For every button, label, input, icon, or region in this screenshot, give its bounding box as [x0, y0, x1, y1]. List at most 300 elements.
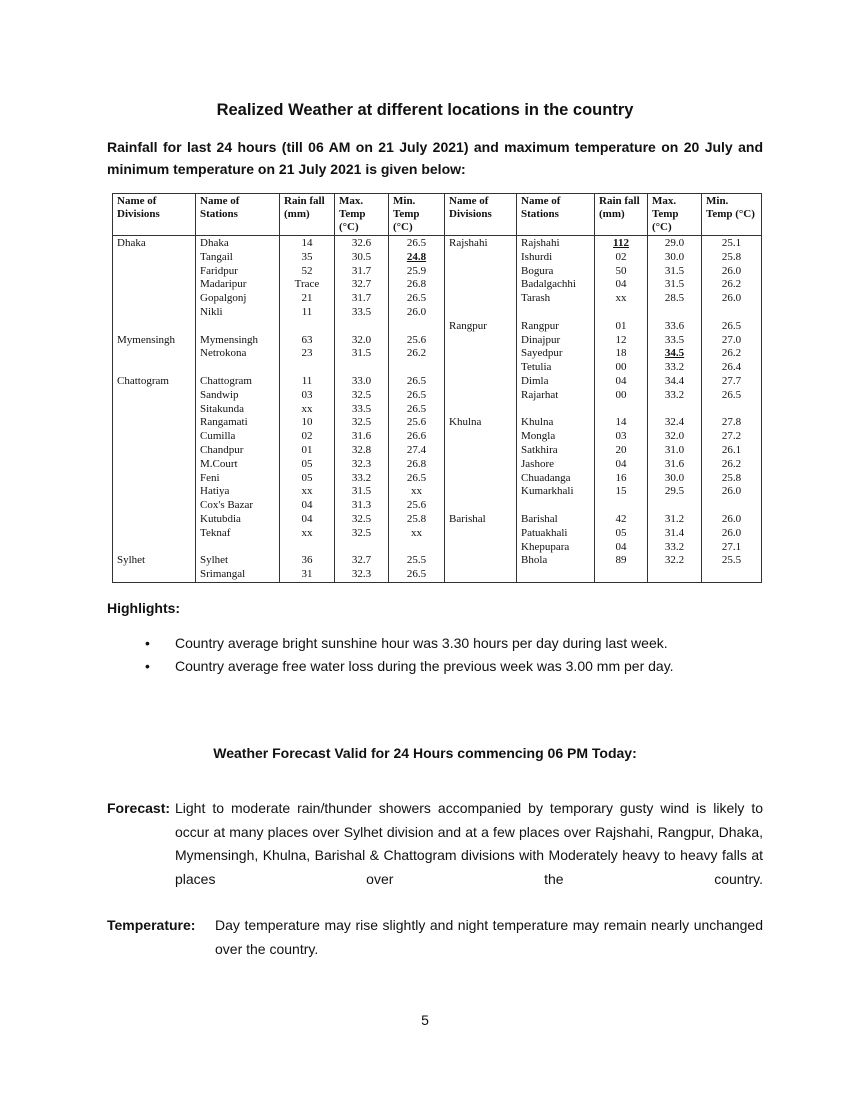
- table-cell-text: 26.0: [406, 305, 427, 318]
- table-cell-text: 26.4: [721, 361, 742, 374]
- table-cell-text: Srimangal: [200, 568, 246, 581]
- table-cell-text: 11: [301, 305, 313, 318]
- table-cell: [113, 278, 196, 292]
- table-cell-text: 31.6: [664, 457, 685, 470]
- table-header-cell: Rain fall (mm): [595, 194, 648, 236]
- table-cell: [445, 416, 517, 430]
- table-cell: [335, 444, 389, 458]
- table-cell-text: Dinajpur: [521, 333, 561, 346]
- table-cell: [196, 568, 280, 582]
- table-cell: [280, 444, 335, 458]
- table-cell-text: Rangpur: [521, 319, 559, 332]
- table-cell: [113, 265, 196, 279]
- table-header-cell: Rain fall (mm): [280, 194, 335, 236]
- table-cell-text: Kutubdia: [200, 512, 241, 525]
- table-cell: [335, 278, 389, 292]
- table-cell: [648, 416, 702, 430]
- table-cell-text: Cox's Bazar: [200, 499, 253, 512]
- table-cell: [196, 458, 280, 472]
- table-cell: [335, 292, 389, 306]
- table-cell-text: Khulna: [449, 416, 482, 429]
- table-cell: [517, 444, 595, 458]
- table-cell: [445, 554, 517, 568]
- table-row: [113, 347, 762, 361]
- table-cell-text: 89: [615, 554, 627, 567]
- table-cell: [389, 444, 445, 458]
- table-cell: [335, 416, 389, 430]
- table-cell: [517, 278, 595, 292]
- table-cell: [280, 568, 335, 582]
- table-cell: [648, 513, 702, 527]
- temperature-label: Temperature:: [107, 917, 196, 933]
- table-cell: [648, 236, 702, 251]
- table-cell: [335, 568, 389, 582]
- table-cell-text: 33.2: [351, 471, 372, 484]
- forecast-title: Weather Forecast Valid for 24 Hours commencing 06 PM Today:: [213, 745, 637, 761]
- table-cell: [389, 236, 445, 251]
- table-cell-text: 25.9: [406, 264, 427, 277]
- table-cell-text: 23: [301, 347, 313, 360]
- table-cell-text: 34.5: [664, 347, 685, 360]
- table-cell-text: 27.0: [721, 333, 742, 346]
- table-cell-text: 26.5: [406, 388, 427, 401]
- table-cell-text: 12: [615, 333, 627, 346]
- table-cell-text: 26.0: [721, 526, 742, 539]
- table-cell: [196, 265, 280, 279]
- table-row: [113, 320, 762, 334]
- table-cell: [517, 334, 595, 348]
- table-cell: [113, 236, 196, 251]
- table-cell: [702, 430, 762, 444]
- table-cell: [595, 375, 648, 389]
- table-row: [113, 568, 762, 582]
- table-cell-text: 112: [613, 237, 629, 249]
- table-cell-text: 11: [301, 374, 313, 387]
- table-cell: [702, 403, 762, 417]
- table-cell-text: 04: [615, 540, 627, 553]
- table-cell-text: 32.2: [664, 554, 685, 567]
- table-cell: [389, 375, 445, 389]
- table-cell-text: 26.0: [721, 512, 742, 525]
- table-cell: [196, 375, 280, 389]
- table-cell: [595, 265, 648, 279]
- table-cell: [280, 554, 335, 568]
- table-cell: [196, 389, 280, 403]
- table-cell: [517, 485, 595, 499]
- table-cell-text: 32.7: [351, 554, 372, 567]
- table-cell: [445, 361, 517, 375]
- table-row: [113, 513, 762, 527]
- table-cell-text: 32.3: [351, 568, 372, 581]
- table-cell: [648, 292, 702, 306]
- table-cell: [702, 472, 762, 486]
- table-cell: [196, 554, 280, 568]
- table-cell-text: Nikli: [200, 305, 223, 318]
- table-cell: [280, 485, 335, 499]
- table-cell: [702, 278, 762, 292]
- table-cell: [517, 361, 595, 375]
- table-cell: [280, 375, 335, 389]
- table-cell-text: 33.6: [664, 319, 685, 332]
- table-cell-text: Barishal: [449, 512, 486, 525]
- table-cell: [389, 430, 445, 444]
- forecast-text: Light to moderate rain/thunder showers accompanied by temporary gusty wind is likely to occur at many places over Sylhet division and at a few places over Rajshahi, Rangpur, Dhaka, Mymensingh, Khulna, Barishal & Chattogram divisions with Moderately heavy to heavy falls at places over the country.: [175, 800, 763, 887]
- table-cell: [196, 430, 280, 444]
- table-cell-text: 36: [301, 554, 313, 567]
- table-row: [113, 485, 762, 499]
- table-cell: [445, 251, 517, 265]
- table-cell: [595, 292, 648, 306]
- table-cell: [595, 251, 648, 265]
- table-cell: [595, 541, 648, 555]
- table-cell: [335, 265, 389, 279]
- table-cell-text: xx: [615, 292, 627, 305]
- table-row: [113, 265, 762, 279]
- table-row: [113, 416, 762, 430]
- table-cell-text: 33.0: [351, 374, 372, 387]
- weather-table-body: [113, 236, 762, 583]
- table-cell: [445, 306, 517, 320]
- table-cell-text: Sylhet: [117, 554, 146, 567]
- table-cell: [648, 375, 702, 389]
- table-cell: [335, 334, 389, 348]
- table-cell-text: Gopalgonj: [200, 292, 247, 305]
- table-cell: [389, 472, 445, 486]
- table-cell: [113, 416, 196, 430]
- table-cell-text: 14: [301, 237, 313, 249]
- table-cell-text: 30.0: [664, 250, 685, 263]
- table-cell: [335, 513, 389, 527]
- table-cell: [113, 541, 196, 555]
- table-cell: [280, 236, 335, 251]
- table-cell: [113, 485, 196, 499]
- table-cell: [517, 416, 595, 430]
- table-cell-text: 32.5: [351, 416, 372, 429]
- table-cell: [648, 430, 702, 444]
- table-cell-text: 01: [615, 319, 627, 332]
- table-cell-text: 31.5: [664, 264, 685, 277]
- table-cell-text: Patuakhali: [521, 526, 568, 539]
- table-cell: [648, 361, 702, 375]
- table-cell: [113, 513, 196, 527]
- table-cell-text: 26.0: [721, 292, 742, 305]
- table-cell: [335, 541, 389, 555]
- table-cell: [702, 292, 762, 306]
- table-cell-text: 26.0: [721, 264, 742, 277]
- table-header-cell: Min. Temp (°C): [702, 194, 762, 236]
- table-cell: [113, 472, 196, 486]
- table-cell: [648, 472, 702, 486]
- temperature-text: Day temperature may rise slightly and night temperature may remain nearly unchanged over the country.: [215, 917, 763, 957]
- table-cell: [702, 334, 762, 348]
- table-cell-text: 50: [615, 264, 627, 277]
- table-cell: [113, 306, 196, 320]
- table-cell-text: 25.8: [406, 512, 427, 525]
- table-cell-text: 26.2: [406, 347, 427, 360]
- table-cell: [196, 347, 280, 361]
- table-cell-text: 32.3: [351, 457, 372, 470]
- table-cell: [517, 306, 595, 320]
- table-cell: [517, 541, 595, 555]
- table-cell: [595, 568, 648, 582]
- table-cell: [335, 527, 389, 541]
- table-cell: [389, 568, 445, 582]
- table-cell: [445, 527, 517, 541]
- table-cell-text: 25.8: [721, 471, 742, 484]
- table-cell-text: 31.3: [351, 499, 372, 512]
- table-row: [113, 430, 762, 444]
- table-cell: [445, 568, 517, 582]
- table-cell-text: 29.5: [664, 485, 685, 498]
- table-cell: [517, 320, 595, 334]
- table-cell-text: 02: [615, 250, 627, 263]
- table-cell-text: 42: [615, 512, 627, 525]
- table-cell: [648, 347, 702, 361]
- table-cell: [389, 499, 445, 513]
- table-header-cell: Name of Divisions: [445, 194, 517, 236]
- table-row: [113, 375, 762, 389]
- table-cell-text: 31.0: [664, 443, 685, 456]
- table-cell: [595, 389, 648, 403]
- table-row: [113, 541, 762, 555]
- table-cell: [196, 513, 280, 527]
- table-header-row: [113, 194, 762, 236]
- table-cell: [280, 513, 335, 527]
- table-cell-text: 32.5: [351, 388, 372, 401]
- table-cell: [113, 251, 196, 265]
- table-cell: [280, 541, 335, 555]
- table-cell-text: 25.6: [406, 499, 427, 512]
- table-cell: [517, 251, 595, 265]
- table-cell: [280, 458, 335, 472]
- table-cell: [517, 568, 595, 582]
- highlights-list: [145, 632, 674, 678]
- table-cell: [196, 499, 280, 513]
- table-cell-text: 26.5: [721, 388, 742, 401]
- table-cell: [648, 334, 702, 348]
- table-cell: [113, 292, 196, 306]
- table-row: [113, 472, 762, 486]
- table-cell: [445, 320, 517, 334]
- table-cell: [389, 334, 445, 348]
- table-cell-text: Khulna: [521, 416, 554, 429]
- table-cell-text: Barishal: [521, 512, 558, 525]
- table-cell-text: 25.5: [406, 554, 427, 567]
- table-cell: [595, 472, 648, 486]
- table-cell: [113, 403, 196, 417]
- table-cell: [113, 527, 196, 541]
- table-cell-text: Faridpur: [200, 264, 238, 277]
- table-cell: [445, 292, 517, 306]
- table-cell: [445, 278, 517, 292]
- table-cell: [445, 499, 517, 513]
- intro-paragraph: Rainfall for last 24 hours (till 06 AM on 21 July 2021) and maximum temperature on 20 July and minimum temperature on 21 July 2021 is given below:: [107, 139, 763, 177]
- table-cell: [517, 430, 595, 444]
- table-cell: [702, 444, 762, 458]
- table-cell-text: Hatiya: [200, 485, 230, 498]
- weather-table: [112, 193, 762, 583]
- table-cell-text: 04: [615, 374, 627, 387]
- table-cell: [445, 236, 517, 251]
- table-cell: [113, 361, 196, 375]
- table-cell: [280, 347, 335, 361]
- table-cell: [702, 513, 762, 527]
- table-cell: [517, 513, 595, 527]
- table-cell-text: Rajshahi: [449, 237, 488, 249]
- table-cell: [445, 541, 517, 555]
- table-cell-text: Badalgachhi: [521, 278, 576, 291]
- table-cell: [445, 403, 517, 417]
- table-header-cell: Min. Temp (°C): [389, 194, 445, 236]
- table-cell: [648, 568, 702, 582]
- table-cell: [595, 320, 648, 334]
- table-cell: [113, 389, 196, 403]
- table-cell: [196, 403, 280, 417]
- table-cell-text: 24.8: [406, 250, 427, 263]
- table-cell-text: Dhaka: [117, 237, 146, 249]
- table-cell-text: Rajshahi: [521, 237, 560, 249]
- table-cell: [648, 278, 702, 292]
- table-cell: [335, 320, 389, 334]
- table-cell-text: 31.6: [351, 430, 372, 443]
- table-cell-text: 31: [301, 568, 313, 581]
- table-cell: [196, 485, 280, 499]
- table-cell: [335, 306, 389, 320]
- table-row: [113, 334, 762, 348]
- table-row: [113, 554, 762, 568]
- table-cell: [445, 334, 517, 348]
- table-cell: [196, 527, 280, 541]
- table-cell-text: 32.0: [664, 430, 685, 443]
- table-cell-text: Bhola: [521, 554, 548, 567]
- table-cell: [389, 485, 445, 499]
- table-cell: [595, 554, 648, 568]
- table-cell-text: 31.5: [664, 278, 685, 291]
- table-cell-text: 26.2: [721, 278, 742, 291]
- table-header-cell: Max. Temp (°C): [335, 194, 389, 236]
- table-cell-text: 33.5: [664, 333, 685, 346]
- table-cell-text: 32.0: [351, 333, 372, 346]
- table-cell-text: Chandpur: [200, 443, 244, 456]
- table-cell: [280, 361, 335, 375]
- table-cell-text: 27.7: [721, 374, 742, 387]
- table-cell: [445, 375, 517, 389]
- table-cell: [648, 251, 702, 265]
- table-cell: [389, 403, 445, 417]
- table-cell-text: 31.2: [664, 512, 685, 525]
- table-cell-text: Sitakunda: [200, 402, 244, 415]
- table-cell: [595, 347, 648, 361]
- table-cell: [648, 306, 702, 320]
- table-cell: [280, 472, 335, 486]
- table-cell-text: 30.0: [664, 471, 685, 484]
- table-cell-text: Rangamati: [200, 416, 248, 429]
- table-cell-text: Tangail: [200, 250, 233, 263]
- table-cell-text: 33.5: [351, 402, 372, 415]
- table-cell: [196, 361, 280, 375]
- table-cell-text: Mymensingh: [117, 333, 176, 346]
- table-cell: [335, 389, 389, 403]
- table-cell: [280, 430, 335, 444]
- table-cell-text: 16: [615, 471, 627, 484]
- table-cell: [702, 389, 762, 403]
- table-cell: [648, 403, 702, 417]
- table-cell: [196, 306, 280, 320]
- table-cell-text: 01: [301, 443, 313, 456]
- table-cell: [389, 320, 445, 334]
- table-row: [113, 527, 762, 541]
- table-cell: [445, 513, 517, 527]
- table-cell-text: Sayedpur: [521, 347, 563, 360]
- table-cell-text: 26.5: [406, 237, 427, 249]
- table-cell: [280, 306, 335, 320]
- table-cell: [595, 527, 648, 541]
- table-cell-text: Jashore: [521, 457, 554, 470]
- table-cell: [702, 416, 762, 430]
- table-cell: [389, 306, 445, 320]
- table-cell: [113, 375, 196, 389]
- table-cell: [445, 444, 517, 458]
- table-cell: [196, 541, 280, 555]
- table-cell-text: xx: [301, 485, 313, 498]
- table-cell: [335, 347, 389, 361]
- table-cell: [280, 389, 335, 403]
- table-cell: [389, 416, 445, 430]
- table-cell: [113, 444, 196, 458]
- table-cell-text: 31.7: [351, 264, 372, 277]
- table-cell: [389, 292, 445, 306]
- table-cell-text: 27.4: [406, 443, 427, 456]
- table-cell-text: 26.8: [406, 457, 427, 470]
- table-cell-text: Ishurdi: [521, 250, 553, 263]
- table-cell-text: 14: [615, 416, 627, 429]
- table-cell: [648, 499, 702, 513]
- table-cell-text: 31.7: [351, 292, 372, 305]
- table-cell: [702, 347, 762, 361]
- table-cell-text: 34.4: [664, 374, 685, 387]
- table-cell: [389, 513, 445, 527]
- table-cell: [702, 527, 762, 541]
- table-cell-text: Tetulia: [521, 361, 552, 374]
- table-cell: [595, 334, 648, 348]
- table-cell: [280, 251, 335, 265]
- table-cell-text: 18: [615, 347, 627, 360]
- table-cell-text: 27.8: [721, 416, 742, 429]
- table-cell: [389, 278, 445, 292]
- table-cell: [445, 430, 517, 444]
- page-number: 5: [421, 1012, 429, 1028]
- table-cell: [389, 458, 445, 472]
- table-cell: [595, 416, 648, 430]
- table-cell: [280, 265, 335, 279]
- table-cell: [335, 403, 389, 417]
- table-cell: [335, 375, 389, 389]
- table-cell-text: 25.8: [721, 250, 742, 263]
- table-cell: [113, 458, 196, 472]
- table-cell-text: 26.5: [406, 402, 427, 415]
- table-cell: [280, 416, 335, 430]
- table-cell-text: Chattogram: [200, 374, 252, 387]
- table-row: [113, 458, 762, 472]
- table-cell: [517, 389, 595, 403]
- table-cell: [445, 265, 517, 279]
- table-cell: [196, 416, 280, 430]
- table-cell: [280, 320, 335, 334]
- list-item: • Country average free water loss during the previous week was 3.00 mm per day.: [145, 655, 674, 678]
- table-cell-text: 27.1: [721, 540, 742, 553]
- table-cell: [389, 554, 445, 568]
- table-cell-text: 05: [301, 471, 313, 484]
